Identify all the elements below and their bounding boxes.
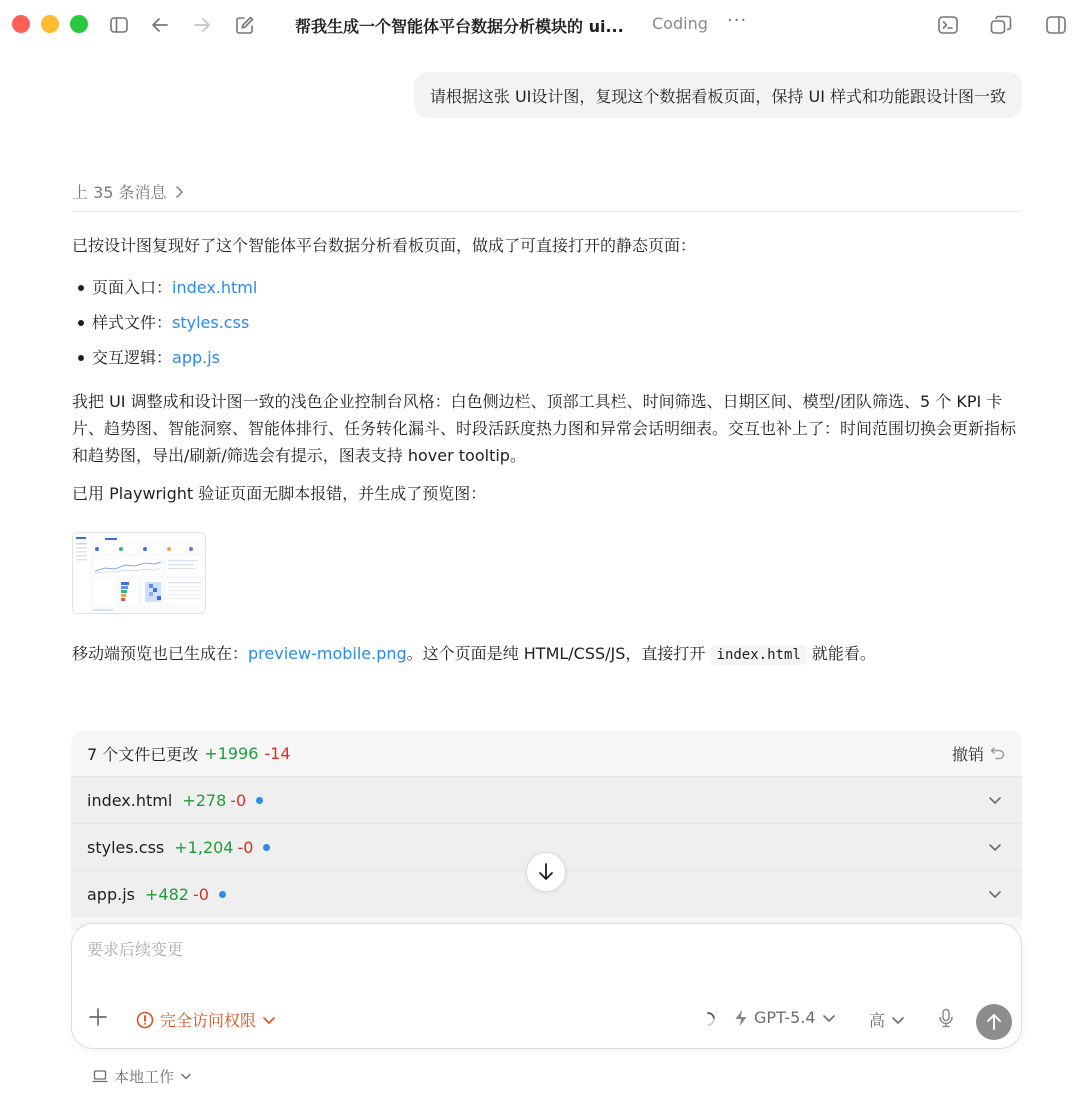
list-item	[72, 270, 257, 305]
preview-thumbnail[interactable]	[72, 532, 206, 614]
access-label: 完全访问权限	[160, 1011, 257, 1030]
previous-messages-label: 上 35 条消息	[72, 183, 167, 202]
file-lines-removed: -0	[230, 790, 247, 810]
unsaved-dot	[219, 891, 226, 898]
chevron-down-icon	[822, 1013, 836, 1023]
file-label: 交互逻辑：	[92, 347, 173, 367]
maximize-window-button[interactable]	[70, 15, 88, 33]
send-button[interactable]	[976, 1004, 1012, 1040]
back-arrow-icon[interactable]	[149, 14, 171, 36]
loading-spinner-icon	[700, 1011, 716, 1031]
plus-icon	[89, 1008, 107, 1026]
microphone-icon	[938, 1008, 954, 1028]
chevron-down-icon	[891, 1015, 905, 1025]
changes-panel	[71, 730, 1022, 930]
window-controls	[12, 15, 88, 33]
undo-label: 撤销	[951, 744, 984, 764]
arrow-up-icon	[986, 1013, 1002, 1031]
follow-up-input[interactable]	[87, 940, 987, 959]
undo-button[interactable]	[952, 742, 1006, 765]
file-name: app.js	[87, 884, 135, 904]
model-selector[interactable]	[734, 1008, 836, 1027]
chevron-down-icon	[262, 1015, 276, 1025]
divider	[72, 211, 1022, 212]
composer	[71, 923, 1022, 1049]
scroll-to-bottom-button[interactable]	[526, 852, 566, 892]
lightning-icon	[734, 1009, 748, 1027]
text: 就能看。	[806, 644, 876, 663]
changes-header	[71, 730, 1022, 776]
bullet	[78, 285, 84, 291]
assistant-intro: 已按设计图复现好了这个智能体平台数据分析看板页面，做成了可直接打开的静态页面：	[72, 236, 697, 255]
new-chat-icon[interactable]	[234, 14, 256, 36]
file-link-index[interactable]: index.html	[172, 277, 258, 297]
previous-messages-link[interactable]	[72, 180, 185, 203]
file-list	[72, 270, 257, 375]
terminal-icon[interactable]	[937, 14, 959, 36]
chevron-down-icon	[988, 842, 1002, 852]
lines-added: +1996	[204, 743, 259, 763]
file-lines-removed: -0	[192, 884, 209, 904]
copy-window-icon[interactable]	[990, 14, 1012, 36]
sidebar-toggle-icon[interactable]	[108, 14, 130, 36]
unsaved-dot	[256, 797, 263, 804]
file-name: styles.css	[87, 837, 165, 857]
text: 。这个页面是纯 HTML/CSS/JS，直接打开	[406, 644, 711, 663]
changes-summary: 7 个文件已更改	[87, 744, 199, 764]
add-attachment-button[interactable]	[89, 1008, 107, 1030]
list-item	[72, 305, 257, 340]
warning-icon	[136, 1011, 154, 1029]
more-icon[interactable]: ···	[727, 10, 748, 31]
effort-label: 高	[869, 1011, 886, 1030]
model-label: GPT-5.4	[754, 1008, 816, 1027]
list-item	[72, 340, 257, 375]
chevron-right-icon	[175, 185, 185, 199]
microphone-button[interactable]	[938, 1008, 954, 1032]
local-work-selector[interactable]	[92, 1066, 192, 1087]
assistant-paragraph: 我把 UI 调整成和设计图一致的浅色企业控制台风格：白色侧边栏、顶部工具栏、时间筛选、日期区间、模型/团队筛选、5 个 KPI 卡片、趋势图、智能洞察、智能体排行、任务转化漏斗、时段活跃度热力图和异常会话明细表。交互也补上了：时间范围切换会更新指标和趋势图，导出/刷新/筛选会有提示，图表支持 hover tooltip。	[72, 392, 1017, 465]
preview-mobile-link[interactable]: preview-mobile.png	[248, 644, 407, 663]
file-label: 样式文件：	[92, 312, 173, 332]
arrow-down-icon	[537, 862, 555, 882]
bullet	[78, 320, 84, 326]
right-panel-icon[interactable]	[1045, 14, 1067, 36]
access-permission-dropdown[interactable]	[136, 1008, 276, 1031]
chevron-down-icon	[988, 795, 1002, 805]
forward-arrow-icon[interactable]	[191, 14, 213, 36]
file-label: 页面入口：	[92, 277, 173, 297]
unsaved-dot	[263, 844, 270, 851]
laptop-icon	[92, 1070, 108, 1083]
undo-icon	[990, 746, 1006, 760]
lines-removed: -14	[264, 743, 291, 763]
chevron-down-icon	[988, 889, 1002, 899]
minimize-window-button[interactable]	[41, 15, 59, 33]
local-work-label: 本地工作	[114, 1068, 175, 1086]
file-lines-added: +482	[144, 884, 189, 904]
changed-file-row[interactable]	[71, 776, 1022, 823]
mode-tag: Coding	[652, 14, 708, 33]
bullet	[78, 355, 84, 361]
assistant-paragraph: 已用 Playwright 验证页面无脚本报错，并生成了预览图：	[72, 484, 487, 503]
text: 移动端预览也已生成在：	[72, 644, 249, 663]
file-lines-added: +278	[182, 790, 227, 810]
inline-code: index.html	[711, 645, 807, 665]
file-name: index.html	[87, 790, 173, 810]
effort-selector[interactable]	[869, 1008, 905, 1031]
file-link-app[interactable]: app.js	[172, 347, 220, 367]
file-lines-added: +1,204	[174, 837, 234, 857]
file-link-styles[interactable]: styles.css	[172, 312, 250, 332]
window-title: 帮我生成一个智能体平台数据分析模块的 ui...	[295, 17, 624, 36]
chevron-down-icon	[180, 1072, 192, 1081]
file-lines-removed: -0	[237, 837, 254, 857]
user-message-bubble: 请根据这张 UI设计图，复现这个数据看板页面，保持 UI 样式和功能跟设计图一致	[414, 72, 1022, 118]
title-bar	[0, 0, 1080, 50]
assistant-paragraph	[72, 640, 876, 669]
close-window-button[interactable]	[12, 15, 30, 33]
